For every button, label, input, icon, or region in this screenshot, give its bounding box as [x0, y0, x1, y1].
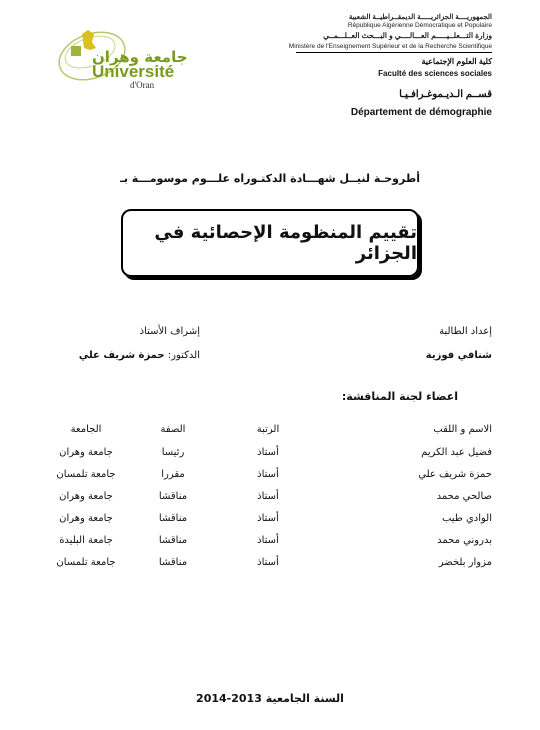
header-name: الاسم و اللقب — [433, 424, 492, 435]
logo-city-text: d'Oran — [130, 80, 155, 90]
member-rank: أستاذ — [257, 447, 279, 458]
header-role: الصفة — [160, 424, 186, 435]
member-name: صالحي محمد — [436, 491, 492, 502]
member-university: جامعة وهران — [59, 513, 113, 524]
member-name: حمزة شريف علي — [418, 469, 492, 480]
title-box — [121, 209, 419, 277]
logo-french-text: Université — [92, 62, 175, 81]
jury-title: اعضاء لجنة المناقشة: — [341, 390, 458, 403]
supervisor-prefix: الدكتور: — [167, 350, 200, 361]
member-rank: أستاذ — [257, 491, 279, 502]
faculty-french: Faculté des sciences sociales — [378, 69, 492, 78]
member-role: مناقشا — [158, 513, 188, 524]
member-university: جامعة وهران — [59, 491, 113, 502]
member-university: جامعة تلمسان — [56, 557, 116, 568]
member-name: مزوار بلخضر — [438, 557, 492, 568]
member-rank: أستاذ — [257, 469, 279, 480]
member-name: بدروني محمد — [437, 535, 492, 546]
member-rank: أستاذ — [257, 513, 279, 524]
member-name: الوادي طيب — [441, 513, 492, 524]
member-role: مقررا — [161, 469, 185, 480]
academic-year: السنة الجامعية 2013-2014 — [196, 692, 344, 705]
logo-arabic-text: جامعة وهران — [92, 48, 188, 66]
ministry-arabic: وزارة التـــعلــيـــــم العـــالــــي و البـــحث العــلـــمــي — [323, 31, 492, 40]
department-french: Département de démographie — [350, 107, 492, 118]
member-university: جامعة تلمسان — [56, 469, 116, 480]
member-rank: أستاذ — [257, 557, 279, 568]
member-name: فضيل عبد الكريم — [421, 447, 492, 458]
faculty-arabic: كلية العلوم الإجتماعية — [421, 57, 492, 66]
supervisor-line — [79, 350, 200, 361]
prepared-label: إعداد الطالبة — [439, 326, 492, 337]
department-arabic: قســم الـديـموغـرافـيـا — [399, 89, 492, 100]
member-role: مناقشا — [158, 557, 188, 568]
thesis-description: أطروحـة لنيــل شهـــادة الدكتـوراه علـــوم موسومـــة بـ — [120, 172, 420, 185]
student-name: شنافي فوزية — [425, 350, 492, 361]
header-rank: الرتبة — [256, 424, 280, 435]
header-divider — [296, 52, 492, 53]
thesis-title: تقييم المنظومة الإحصائية في الجزائر — [154, 222, 417, 264]
member-university: جامعة البليدة — [59, 535, 113, 546]
republic-arabic: الجمهوريــــة الجزائريـــــة الديمقــراطيــة الشعبية — [348, 14, 492, 21]
member-role: رئيسا — [161, 447, 185, 458]
member-rank: أستاذ — [257, 535, 279, 546]
supervisor-name: حمزة شريف علي — [78, 350, 165, 361]
member-role: مناقشا — [158, 491, 188, 502]
member-university: جامعة وهران — [59, 447, 113, 458]
republic-french: République Algérienne Démocratique et Populaire — [347, 22, 492, 29]
member-role: مناقشا — [158, 535, 188, 546]
supervision-label: إشراف الأستاذ — [139, 326, 200, 337]
header-university: الجامعة — [70, 424, 102, 435]
ministry-french: Ministère de l'Enseignement Supérieur et de la Recherche Scientifique — [288, 43, 492, 50]
